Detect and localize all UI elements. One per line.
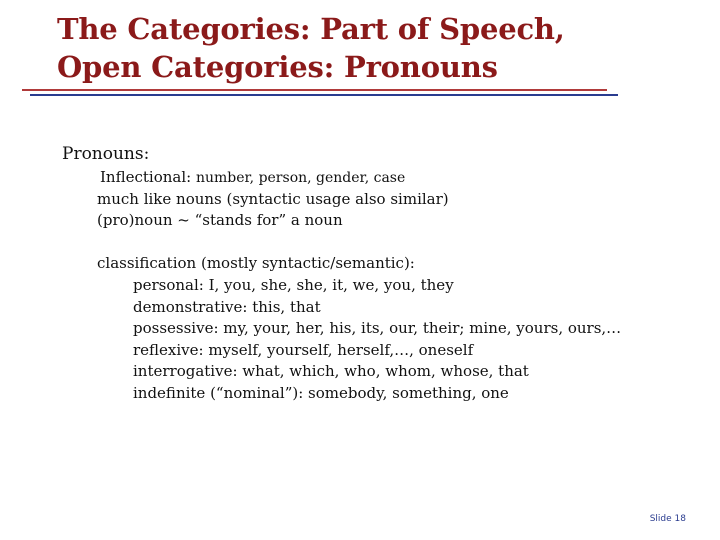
classification-item-reflexive: reflexive: myself, yourself, herself,…, oneself — [133, 341, 474, 359]
pronouns-heading: Pronouns: — [62, 144, 150, 164]
slide-number: Slide 18 — [649, 514, 686, 524]
classification-item-possessive: possessive: my, your, her, his, its, our, their; mine, yours, ours,… — [133, 319, 622, 337]
stands-for-line: (pro)noun ~ “stands for” a noun — [97, 211, 343, 229]
nouns-similarity-line: much like nouns (syntactic usage also similar) — [97, 190, 449, 208]
slide-title-line-2: Open Categories: Pronouns — [57, 50, 498, 84]
classification-item-indefinite: indefinite (“nominal”): somebody, something, one — [133, 384, 509, 402]
classification-heading: classification (mostly syntactic/semantic): — [97, 254, 415, 272]
classification-item-demonstrative: demonstrative: this, that — [133, 298, 321, 316]
slide-title — [57, 10, 565, 86]
classification-item-interrogative: interrogative: what, which, who, whom, whose, that — [133, 362, 529, 380]
inflectional-value: number, person, gender, case — [195, 170, 406, 186]
inflectional-line — [100, 167, 405, 188]
title-divider-red — [22, 89, 607, 91]
classification-item-personal: personal: I, you, she, she, it, we, you, they — [133, 276, 454, 294]
inflectional-label: Inflectional: — [100, 168, 196, 186]
slide-title-line-1: The Categories: Part of Speech, — [57, 12, 565, 46]
title-divider-blue — [30, 94, 618, 96]
